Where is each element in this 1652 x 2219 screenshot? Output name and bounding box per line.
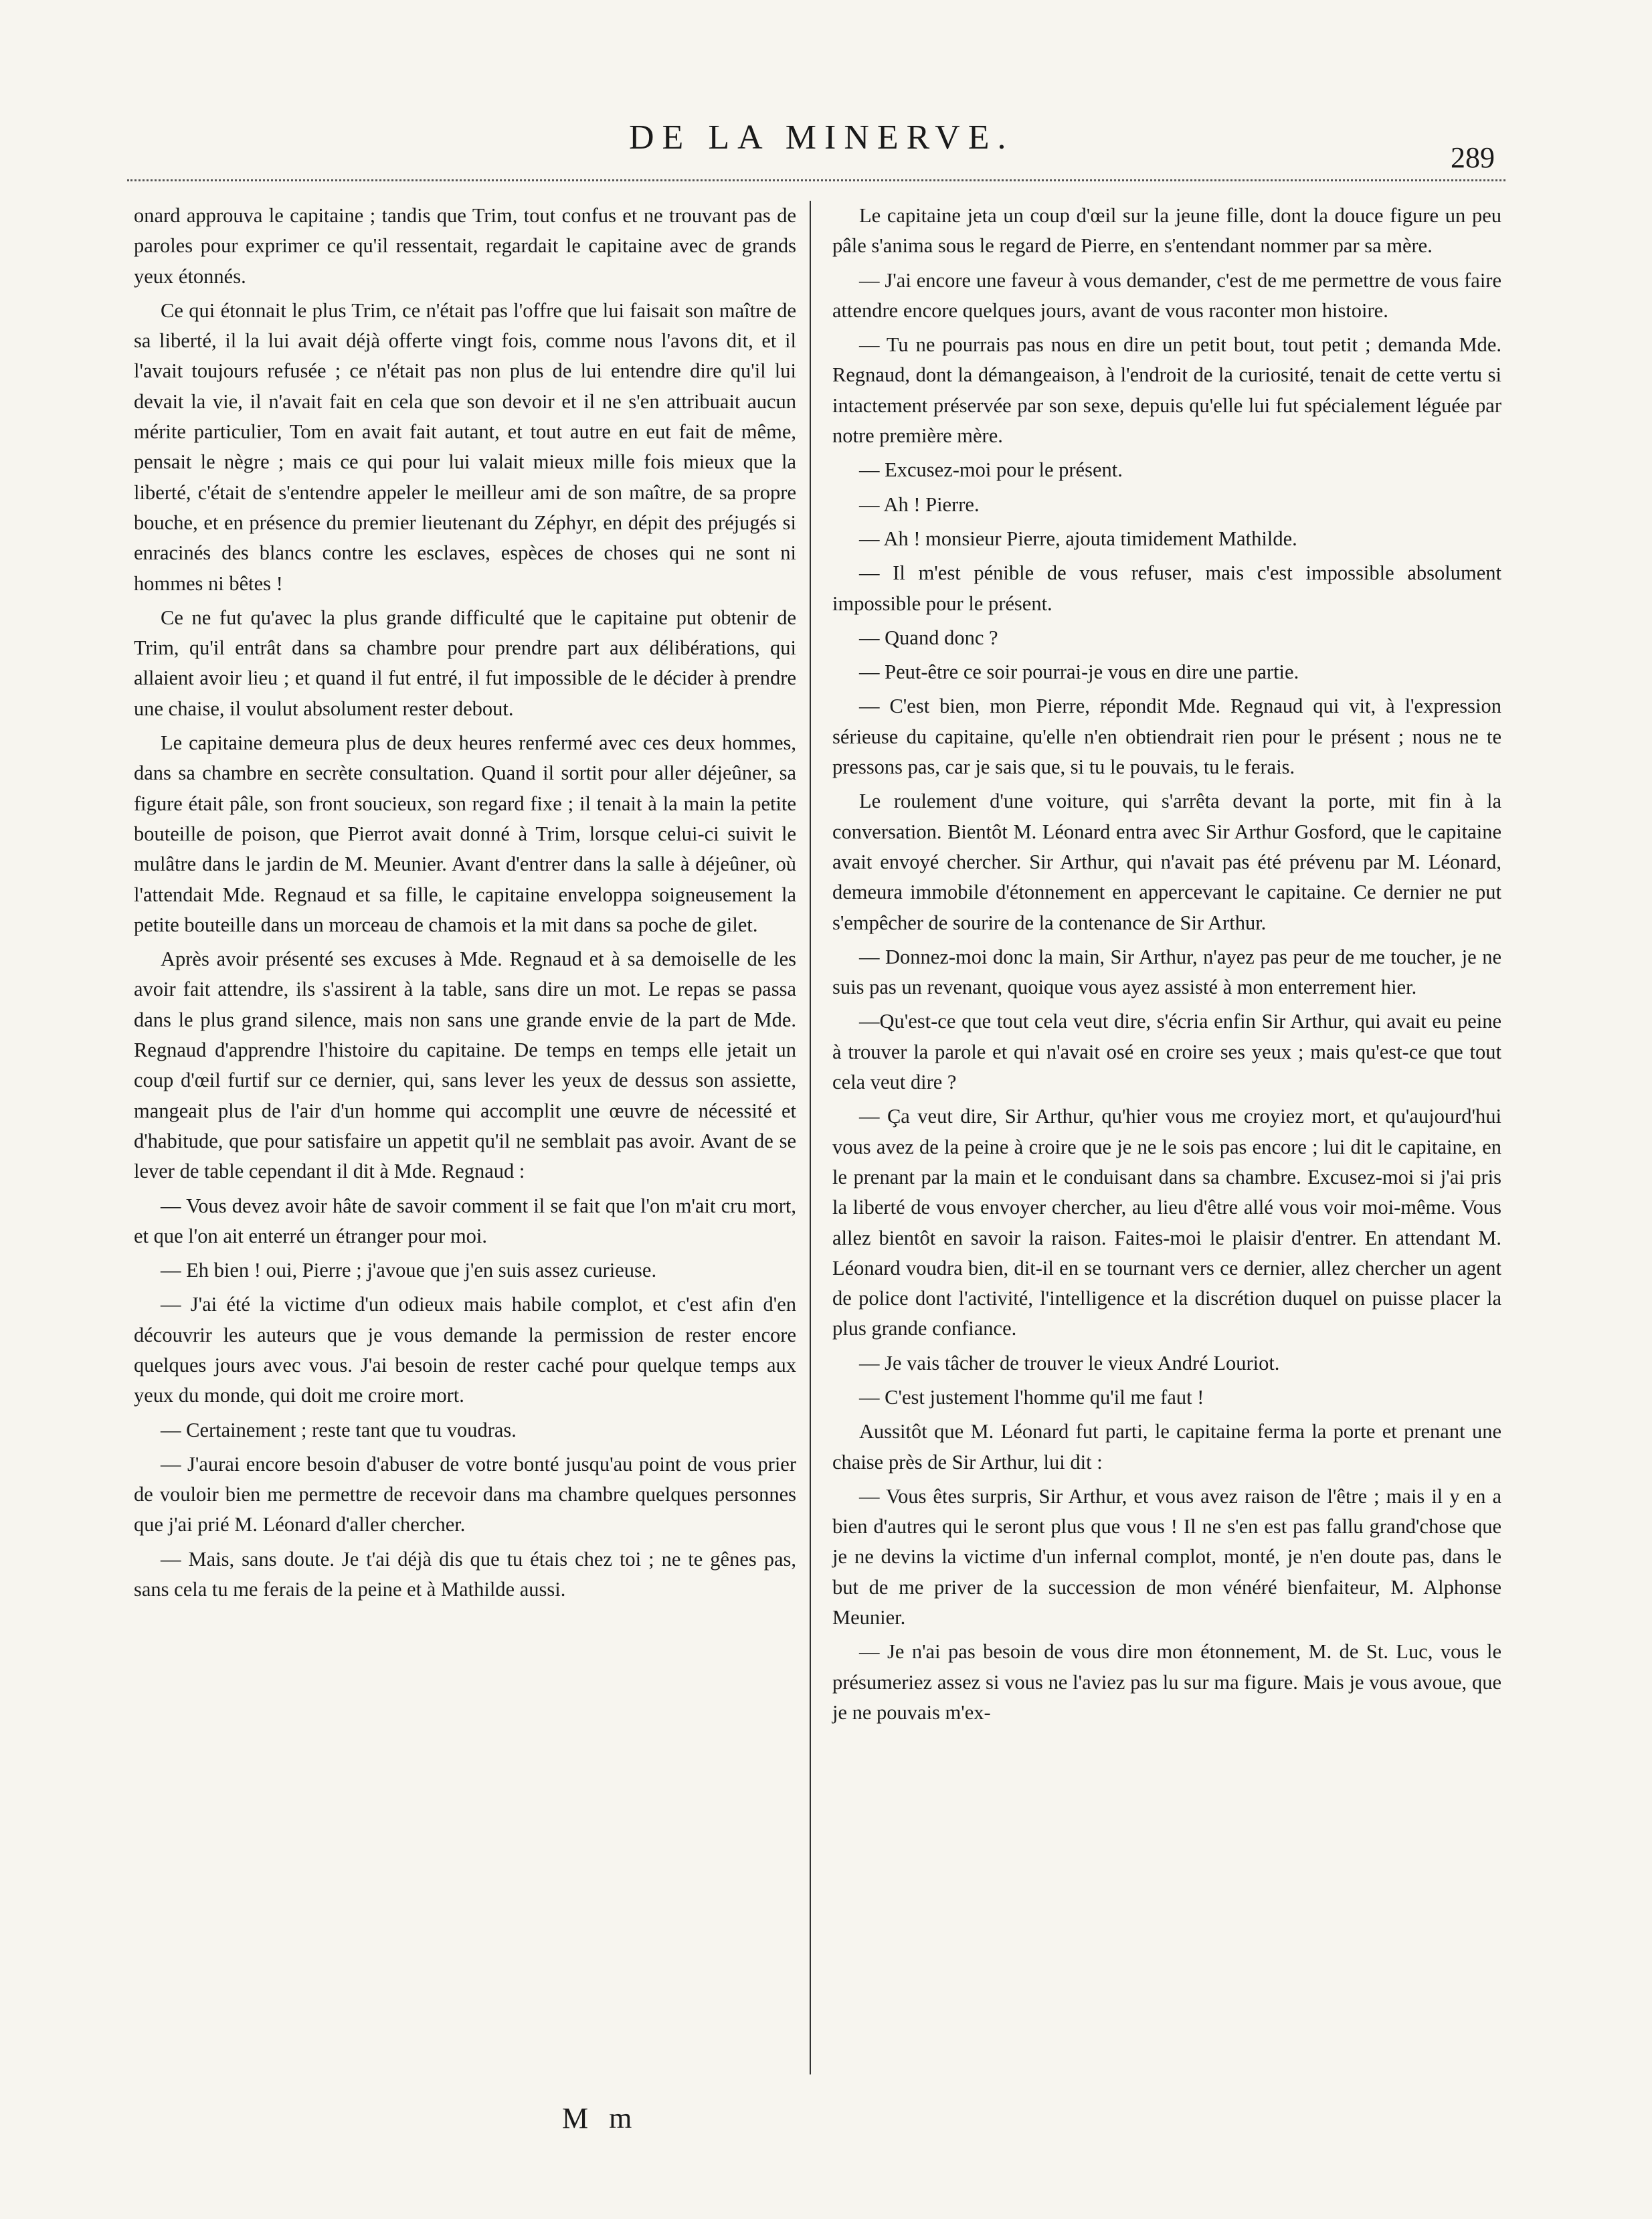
page-number: 289	[1451, 141, 1495, 174]
right-column	[832, 201, 1501, 1732]
paragraph: Le capitaine demeura plus de deux heures renfermé avec ces deux hommes, dans sa chambre en secrète consultation. Quand il sortit pour aller déjeûner, sa figure était pâle, son front soucieux, son regard fixe ; il tenait à la main la petite bouteille de poison, que Pierrot avait donné à Trim, lorsque celui-ci suivit le mulâtre dans le jardin de M. Meunier. Avant d'entrer dans la salle à déjeûner, où l'attendait Mde. Regnaud et sa fille, le capitaine enveloppa soigneusement la petite bouteille dans un morceau de chamois et la mit dans sa poche de gilet.	[134, 731, 796, 936]
paragraph: — Quand donc ?	[859, 626, 998, 649]
paragraph: — Ah ! monsieur Pierre, ajouta timidement Mathilde.	[859, 527, 1297, 550]
paragraph: — Il m'est pénible de vous refuser, mais c'est impossible absolument impossible pour le présent.	[832, 561, 1501, 615]
running-header-title: DE LA MINERVE.	[629, 118, 1014, 157]
printer-signature-mark: M m	[562, 2102, 639, 2135]
column-divider	[810, 201, 811, 2074]
paragraph: — Eh bien ! oui, Pierre ; j'avoue que j'en suis assez curieuse.	[161, 1259, 657, 1282]
paragraph: — C'est bien, mon Pierre, répondit Mde. Regnaud qui vit, à l'expression sérieuse du capitaine, qu'elle n'en obtiendrait rien pour le présent ; nous ne te pressons pas, car je sais que, si tu le pouvais, tu le ferais.	[832, 695, 1501, 779]
paragraph: Ce qui étonnait le plus Trim, ce n'était pas l'offre que lui faisait son maître de sa liberté, il la lui avait déjà offerte vingt fois, comme nous l'avons dit, et il l'avait toujours refusée ; ce n'était pas non plus de lui entendre dire qu'il lui devait la vie, il n'avait fait en cela que son devoir et il ne s'en attribuait aucun mérite particulier, Tom en avait fait autant, et tout autre en eut fait de même, pensait le nègre ; mais ce qui pour lui valait mieux mille fois mieux que la liberté, c'était de s'entendre appeler le meilleur ami de son maître, de sa propre bouche, et en présence du premier lieutenant du Zéphyr, en dépit des préjugés si enracinés des blancs contre les esclaves, espèces de choses qui ne sont ni hommes ni bêtes !	[134, 298, 796, 595]
paragraph: — Je n'ai pas besoin de vous dire mon étonnement, M. de St. Luc, vous le présumeriez assez si vous ne l'aviez pas lu sur ma figure. Mais je vous avoue, que je ne pouvais m'ex-	[832, 1640, 1501, 1724]
paragraph: Le capitaine jeta un coup d'œil sur la jeune fille, dont la douce figure un peu pâle s'anima sous le regard de Pierre, en s'entendant nommer par sa mère.	[832, 204, 1501, 258]
paragraph: — J'ai été la victime d'un odieux mais habile complot, et c'est afin d'en découvrir les auteurs que je vous demande la permission de rester encore quelques jours avec vous. J'ai besoin de rester caché pour quelque temps aux yeux du monde, qui doit me croire mort.	[134, 1293, 796, 1407]
left-column	[134, 201, 796, 1609]
paragraph: — Certainement ; reste tant que tu voudras.	[161, 1418, 517, 1441]
paragraph: — J'ai encore une faveur à vous demander, c'est de me permettre de vous faire attendre encore quelques jours, avant de vous raconter mon histoire.	[832, 268, 1501, 322]
paragraph: Après avoir présenté ses excuses à Mde. Regnaud et à sa demoiselle de les avoir fait attendre, ils s'assirent à la table, sans dire un mot. Le repas se passa dans le plus grand silence, mais non sans une grande envie de la part de Mde. Regnaud d'apprendre l'histoire du capitaine. De temps en temps elle jetait un coup d'œil furtif sur ce dernier, qui, sans lever les yeux de dessus son assiette, mangeait plus de l'air d'un homme qui accomplit une œuvre de nécessité et d'habitude, que pour satisfaire un appetit qu'il ne semblait pas avoir. Avant de se lever de table cependant il dit à Mde. Regnaud :	[134, 948, 796, 1183]
paragraph: — Tu ne pourrais pas nous en dire un petit bout, tout petit ; demanda Mde. Regnaud, dont la démangeaison, à l'endroit de la curiosité, tenait de cette vertu si intactement préservée par son sexe, depuis qu'elle lui fut spécialement léguée par notre première mère.	[832, 333, 1501, 448]
paragraph: —Qu'est-ce que tout cela veut dire, s'écria enfin Sir Arthur, qui avait eu peine à trouver la parole et qui n'avait osé en croire ses yeux ; mais qu'est-ce que tout cela veut dire ?	[832, 1010, 1501, 1094]
paragraph: — Mais, sans doute. Je t'ai déjà dis que tu étais chez toi ; ne te gênes pas, sans cela tu me ferais de la peine et à Mathilde aussi.	[134, 1547, 796, 1601]
paragraph: Aussitôt que M. Léonard fut parti, le capitaine ferma la porte et prenant une chaise près de Sir Arthur, lui dit :	[832, 1420, 1501, 1474]
paragraph: — J'aurai encore besoin d'abuser de votre bonté jusqu'au point de vous prier de vouloir bien me permettre de recevoir dans ma chambre quelques personnes que j'ai prié M. Léonard d'aller chercher.	[134, 1452, 796, 1536]
paragraph: — Donnez-moi donc la main, Sir Arthur, n'ayez pas peur de me toucher, je ne suis pas un revenant, quoique vous ayez assisté à mon enterrement hier.	[832, 945, 1501, 999]
paragraph: — Vous devez avoir hâte de savoir comment il se fait que l'on m'ait cru mort, et que l'on ait enterré un étranger pour moi.	[134, 1194, 796, 1247]
paragraph: — Ça veut dire, Sir Arthur, qu'hier vous me croyiez mort, et qu'aujourd'hui vous avez de la peine à croire que je ne le sois pas encore ; lui dit le capitaine, en le prenant par la main et le conduisant dans sa chambre. Excusez-moi si j'ai pris la liberté de vous envoyer chercher, au lieu d'être allé vous voir moi-même. Vous allez bientôt en savoir la raison. Faites-moi le plaisir d'entrer. En attendant M. Léonard voudra bien, dit-il en se tournant vers ce dernier, allez chercher un agent de police dont l'activité, l'intelligence et la discrétion duquel on puisse placer la plus grande confiance.	[832, 1105, 1501, 1340]
paragraph: — Excusez-moi pour le présent.	[859, 458, 1123, 482]
paragraph: Le roulement d'une voiture, qui s'arrêta devant la porte, mit fin à la conversation. Bientôt M. Léonard entra avec Sir Arthur Gosford, que le capitaine avait envoyé chercher. Sir Arthur, qui n'avait pas été prévenu par M. Léonard, demeura immobile d'étonnement en appercevant le capitaine. Ce dernier ne put s'empêcher de sourire de la contenance de Sir Arthur.	[832, 790, 1501, 934]
paragraph: onard approuva le capitaine ; tandis que Trim, tout confus et ne trouvant pas de paroles pour exprimer ce qu'il ressentait, regardait le capitaine avec de grands yeux étonnés.	[134, 204, 796, 288]
paragraph: — Je vais tâcher de trouver le vieux André Louriot.	[859, 1351, 1280, 1374]
paragraph: — Vous êtes surpris, Sir Arthur, et vous avez raison de l'être ; mais il y en a bien d'autres qui le seront plus que vous ! Il ne s'en est pas fallu grand'chose que je ne devins la victime d'un infernal complot, monté, je n'en doute pas, dans le but de me priver de la succession de mon vénéré bienfaiteur, M. Alphonse Meunier.	[832, 1484, 1501, 1629]
paragraph: — Ah ! Pierre.	[859, 493, 980, 516]
paragraph: — C'est justement l'homme qu'il me faut !	[859, 1385, 1204, 1409]
header-rule	[127, 179, 1505, 181]
paragraph: Ce ne fut qu'avec la plus grande difficulté que le capitaine put obtenir de Trim, qu'il entrât dans sa chambre pour prendre part aux délibérations, qui allaient avoir lieu ; et quand il fut entré, il fut impossible de le décider à prendre une chaise, il voulut absolument rester debout.	[134, 606, 796, 720]
paragraph: — Peut-être ce soir pourrai-je vous en dire une partie.	[859, 660, 1299, 684]
